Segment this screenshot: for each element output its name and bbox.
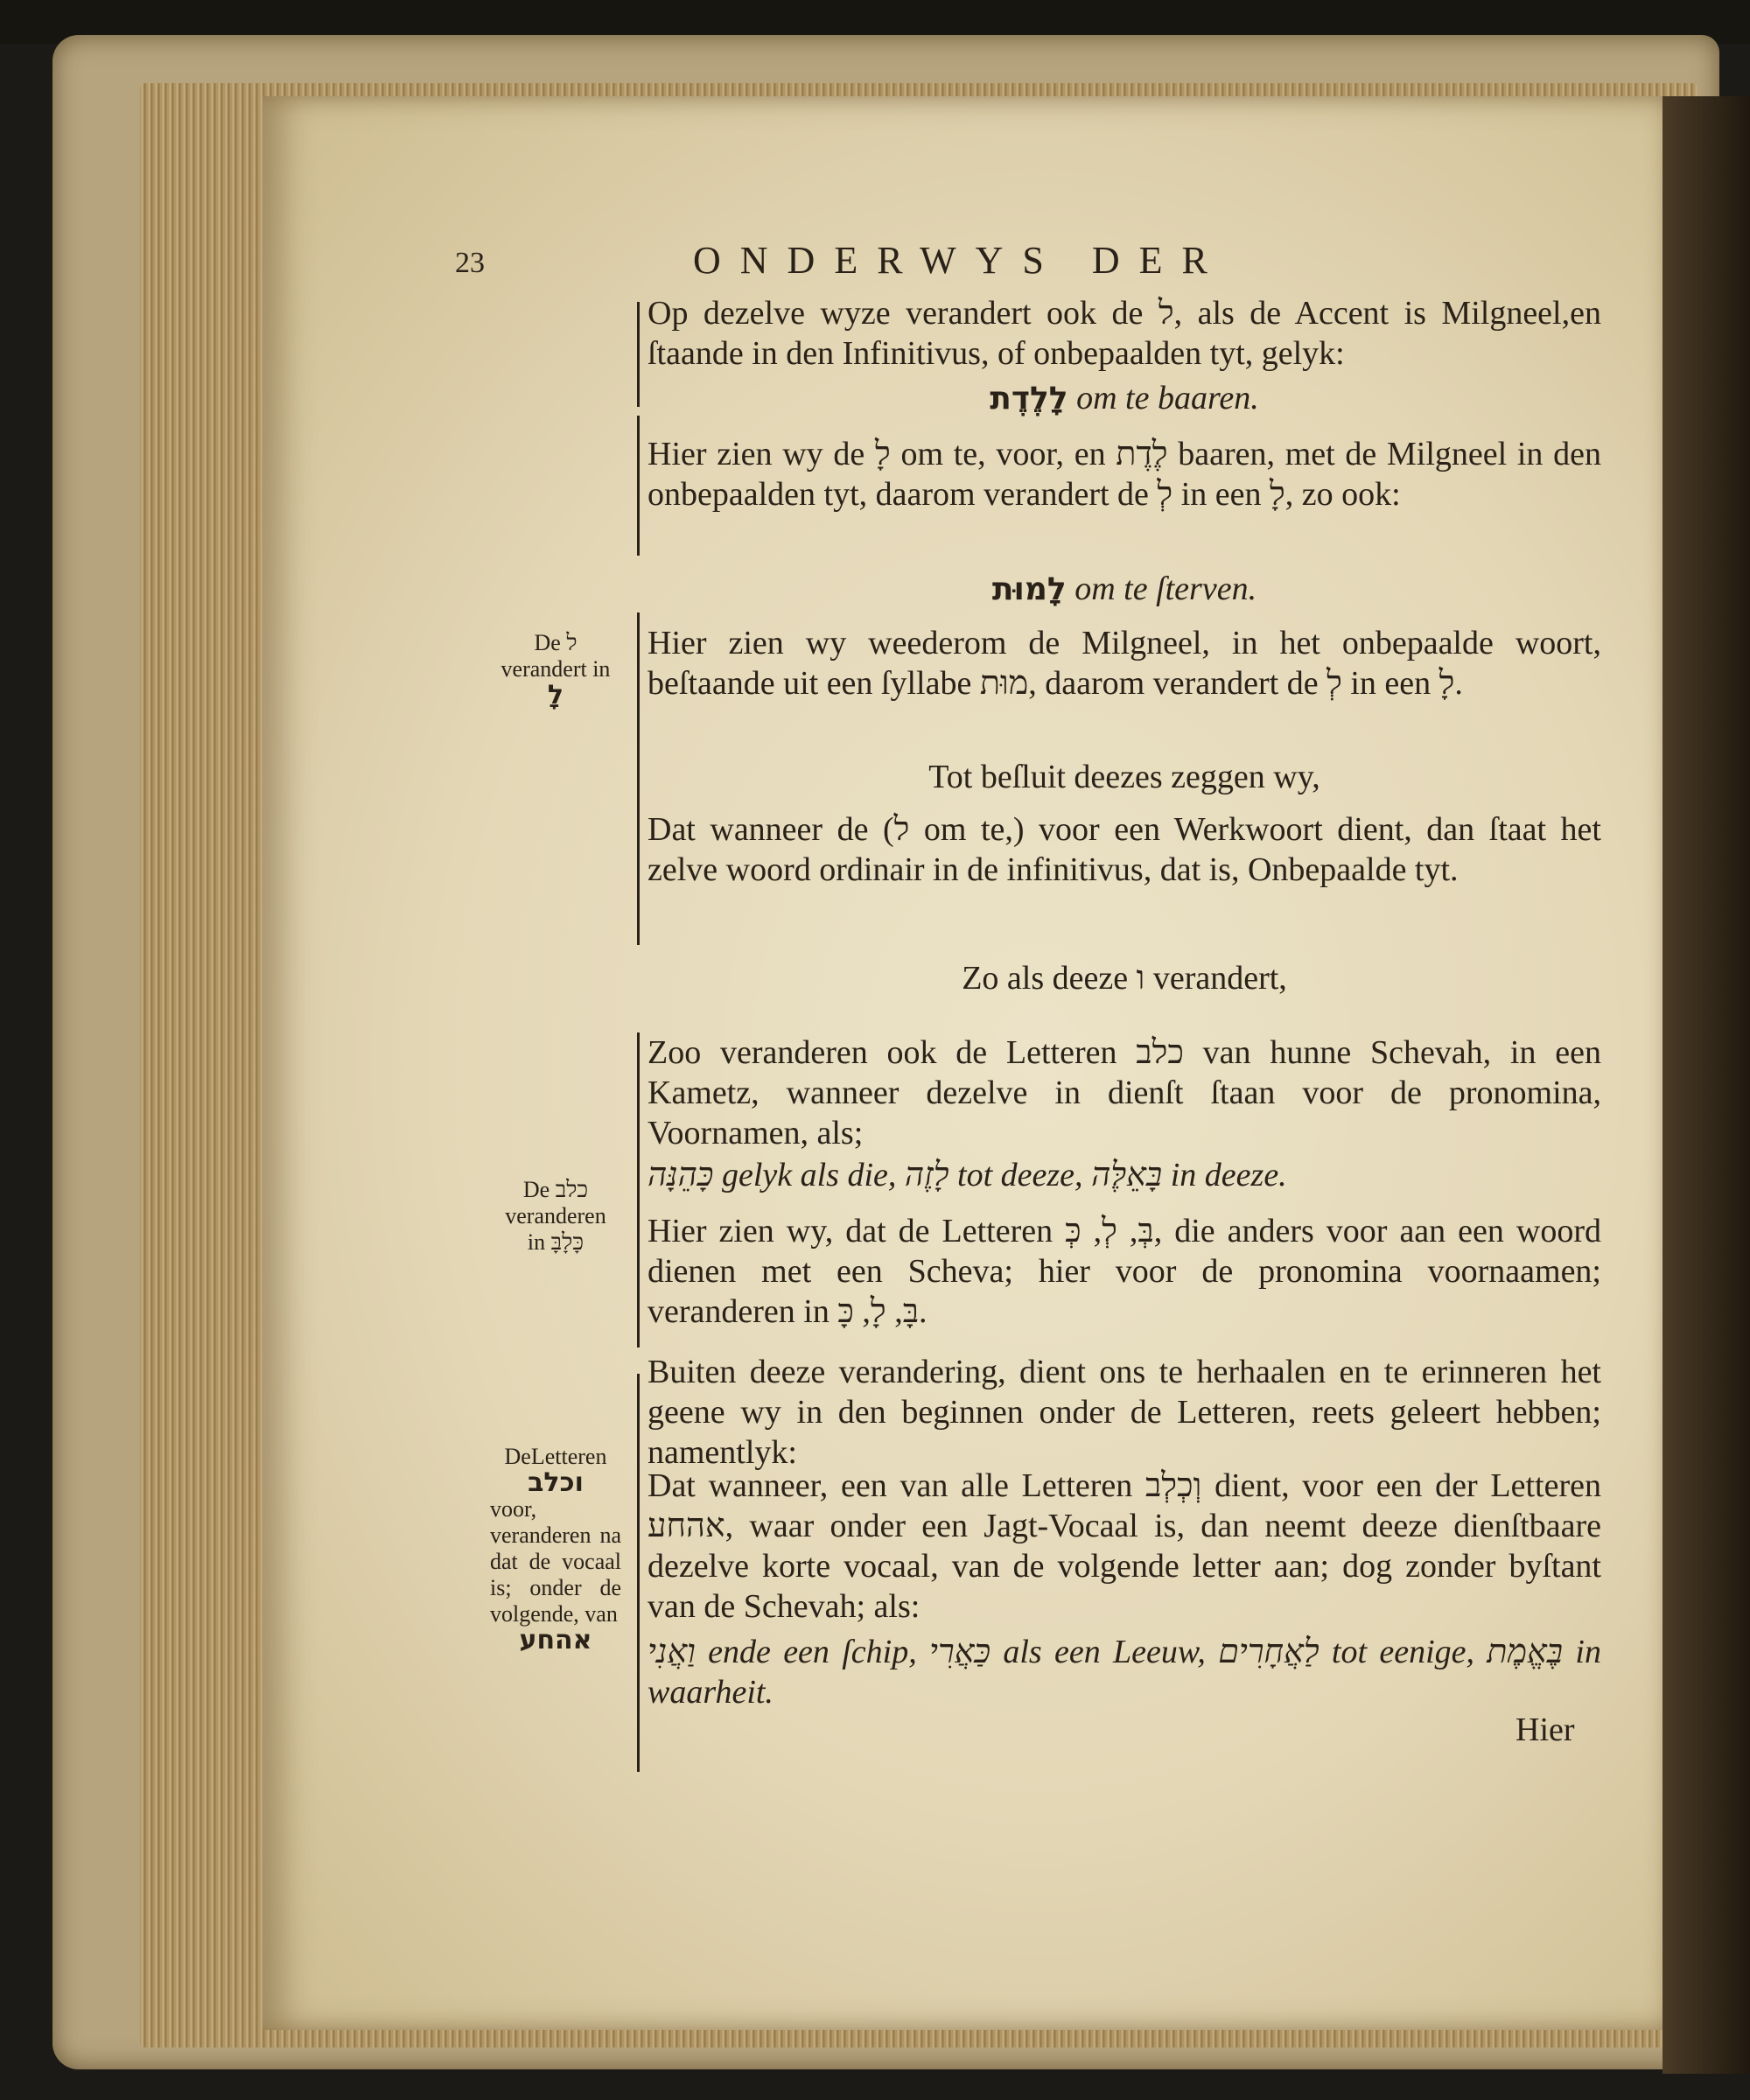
paragraph-8 <box>648 1466 1601 1627</box>
conclusion-heading <box>648 757 1601 797</box>
margin-rule <box>637 416 640 556</box>
section-heading <box>648 958 1601 998</box>
example-text: כָּהֵנָּה gelyk als die, לָזֶה tot deeze, בָּאֵלֶּה in deeze. <box>648 1157 1287 1194</box>
hebrew-word: לָלֶדֶת <box>990 381 1068 416</box>
heading-text: Zo als deeze ו verandert, <box>962 960 1287 997</box>
margin-rule <box>637 612 640 945</box>
paragraph-text: Hier zien wy de לָ om te, voor, en לֶדֶת baaren, met de Milgneel in den onbepaalden tyt, daarom verandert de לְ in een לָ, zo ook: <box>648 436 1602 513</box>
margin-note-3 <box>490 1444 621 1654</box>
margin-rule <box>637 1374 640 1772</box>
example-2 <box>648 569 1601 610</box>
paragraph-4 <box>648 809 1601 890</box>
paragraph-text: Dat wanneer de (ל om te,) voor een Werkwoort dient, dan ſtaat het zelve woord ordinair in de infinitivus, dat is, Onbepaalde tyt. <box>648 811 1601 888</box>
margin-note-1 <box>490 630 621 709</box>
paragraph-2 <box>648 434 1601 514</box>
paragraph-1 <box>648 293 1601 374</box>
margin-note-line: De ל <box>534 630 578 655</box>
facing-page-edge <box>1662 96 1750 2074</box>
margin-note-line: De כלב <box>522 1177 589 1202</box>
margin-note-line: DeLetteren <box>504 1444 607 1469</box>
example-3 <box>648 1155 1601 1195</box>
margin-rule <box>637 302 640 407</box>
translation: om te ſterven. <box>1074 570 1257 607</box>
paragraph-text: Dat wanneer, een van alle Letteren וְכְלְב dient, voor een der Letteren אהחע, waar onder een Jagt-Vocaal is, dan neemt deeze dienſtbaare dezelve korte vocaal, van de volgende letter aan; dog zonder byſtant van de Schevah; als: <box>648 1467 1601 1625</box>
margin-note-hebrew: אהחע <box>519 1625 592 1656</box>
page-number: 23 <box>455 247 485 279</box>
hebrew-word: לָמוּת <box>991 571 1067 607</box>
paragraph-7 <box>648 1352 1601 1473</box>
margin-note-line: verandert in <box>500 656 611 682</box>
example-4 <box>648 1632 1601 1712</box>
paragraph-6 <box>648 1211 1601 1332</box>
paragraph-text: Zoo veranderen ook de Letteren כלב van hunne Schevah, in een Kametz, wanneer dezelve in dienſt ſtaan voor de pronomina, Voornamen, als; <box>648 1034 1601 1152</box>
paragraph-3 <box>648 623 1601 704</box>
translation: om te baaren. <box>1076 380 1259 416</box>
margin-note-2 <box>490 1177 621 1256</box>
running-title: ONDERWYS DER <box>693 239 1227 282</box>
heading-text: Tot beſluit deezes zeggen wy, <box>928 759 1320 795</box>
margin-note-hebrew: לָ <box>547 680 564 710</box>
paragraph-5 <box>648 1032 1601 1153</box>
page-header <box>455 238 1592 290</box>
example-1 <box>648 378 1601 419</box>
margin-note-line: voor, veranderen na dat de vocaal is; onder de volgende, van <box>490 1496 621 1627</box>
margin-rule <box>637 1032 640 1348</box>
catchword: Hier <box>1516 1712 1575 1748</box>
margin-note-hebrew: וכלב <box>528 1467 584 1498</box>
paragraph-text: Hier zien wy, dat de Letteren בְּ, לְ, כְּ, die anders voor aan een woord dienen met een Scheva; hier voor de pronomina voornaamen; veranderen in בָּ, לָ, כָּ. <box>648 1213 1601 1330</box>
margin-note-line: veranderen <box>505 1203 606 1228</box>
margin-note-line: in כָּלָבָּ <box>527 1229 584 1255</box>
example-text: וַאֲנִי ende een ſchip, כַּאֲרִי als een Leeuw, לַאֲחָרִים tot eenige, בֶּאֱמֶת in waarheit. <box>648 1634 1601 1711</box>
paragraph-text: Buiten deeze verandering, dient ons te herhaalen en te erinneren het geene wy in den beginnen onder de Letteren, reets geleert hebben; namentlyk: <box>648 1354 1601 1471</box>
paragraph-text: Op dezelve wyze verandert ook de ל, als de Accent is Milgneel,en ſtaande in den Infinitivus, of onbepaalden tyt, gelyk: <box>648 295 1601 372</box>
paragraph-text: Hier zien wy weederom de Milgneel, in het onbepaalde woort, beſtaande uit een ſyllabe מוּת, daarom verandert de לְ in een לָ. <box>648 625 1601 702</box>
